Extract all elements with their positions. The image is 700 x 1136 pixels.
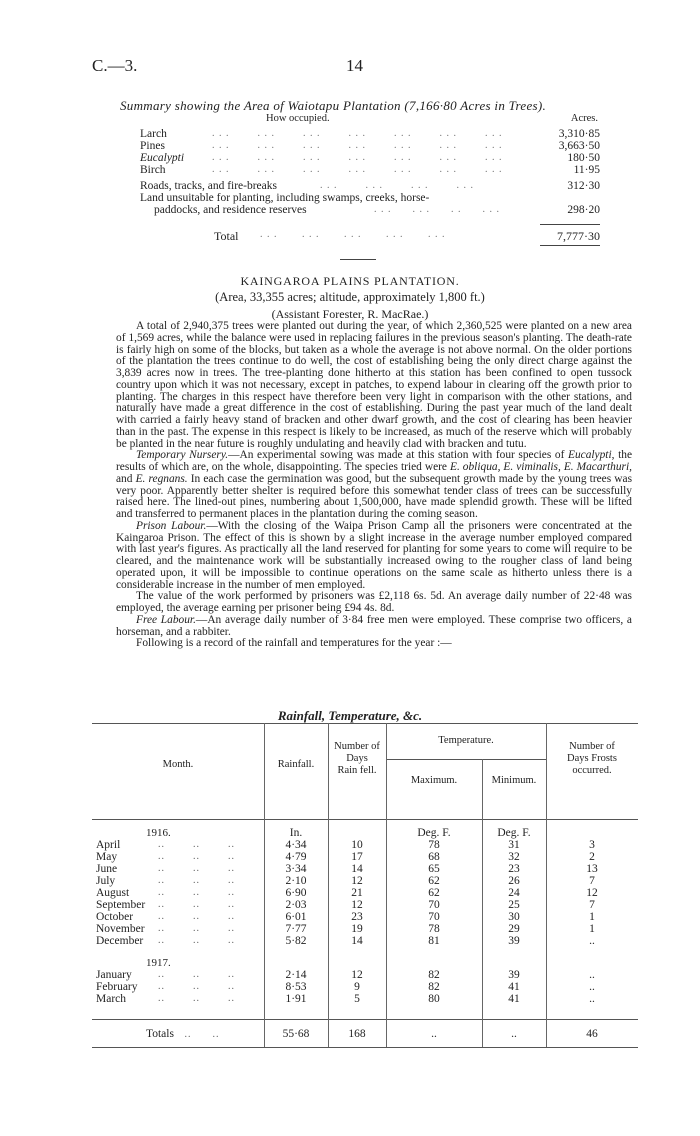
summary-row-value: 3,310·85 <box>558 128 600 140</box>
cell-rainfall: 4·34 <box>285 839 307 851</box>
table-rule-top <box>92 723 638 724</box>
body-text <box>116 321 632 650</box>
year-label-1916: 1916. <box>146 827 171 839</box>
paragraph-prison-value: The value of the work performed by prisoners was £2,118 6s. 5d. An average daily number of 22·48 was employed, the average earning per prisoner being £94 4s. 8d. <box>116 590 632 614</box>
leader-dots: .. .. .. <box>158 887 235 898</box>
summary-row-value: 11·95 <box>573 164 600 176</box>
leader-dots: . . . . . . . . . . . . . . . . . . . . . <box>212 140 503 151</box>
document-reference: C.—3. <box>92 56 138 75</box>
totals-maximum: .. <box>431 1028 437 1040</box>
cell-rainfall: 5·82 <box>285 935 307 947</box>
leader-dots: . . . . . . . . . . . . . . . <box>260 229 446 240</box>
leader-dots: . . . . . . . . . . . . <box>320 180 474 191</box>
cell-frosts: 2 <box>589 851 595 863</box>
month-name: December <box>96 935 144 947</box>
leader-dots: .. .. .. <box>158 911 235 922</box>
summary-column-headers <box>120 113 610 127</box>
cell-maximum: 78 <box>428 839 440 851</box>
leader-dots: .. .. .. <box>158 993 235 1004</box>
summary-row <box>140 140 600 152</box>
header-frost-line1: Number of <box>569 741 615 752</box>
leader-dots: .. .. .. <box>158 839 235 850</box>
summary-row-label: Pines <box>140 140 165 152</box>
cell-days-rain: 17 <box>351 851 363 863</box>
summary-row-value: 3,663·50 <box>558 140 600 152</box>
section-divider <box>340 259 376 260</box>
paragraph-nursery <box>116 450 632 521</box>
rainfall-table <box>92 723 638 1047</box>
page-header <box>92 56 632 78</box>
cell-rainfall: 3·34 <box>285 863 307 875</box>
summary-row-land <box>140 192 600 204</box>
summary-row <box>140 180 600 192</box>
month-name: October <box>96 911 134 923</box>
section-officer: (Assistant Forester, R. MacRae.) <box>271 307 429 321</box>
leader-dots: .. .. .. <box>158 935 235 946</box>
month-name: July <box>96 875 116 887</box>
header-days-line1: Number of <box>334 741 380 752</box>
summary-total-row <box>214 229 600 243</box>
cell-minimum: 39 <box>508 969 520 981</box>
summary-total-rule-bottom <box>540 245 600 246</box>
cell-rainfall: 2·10 <box>285 875 307 887</box>
table-row-month <box>96 993 235 1005</box>
summary-row <box>140 128 600 140</box>
cell-maximum: 68 <box>428 851 440 863</box>
leader-dots: .. .. <box>173 1029 220 1040</box>
cell-rainfall: 7·77 <box>285 923 307 935</box>
summary-row-label: Eucalypti <box>140 152 185 164</box>
leader-dots: .. .. .. <box>158 899 235 910</box>
free-labour-heading: Free Labour. <box>136 613 196 626</box>
cell-days-rain: 10 <box>351 839 363 851</box>
cell-frosts: 1 <box>589 923 595 935</box>
month-name: January <box>96 969 132 981</box>
cell-days-rain: 19 <box>351 923 363 935</box>
cell-frosts: 12 <box>586 887 598 899</box>
cell-rainfall: 4·79 <box>285 851 307 863</box>
month-name: November <box>96 923 145 935</box>
cell-maximum: 82 <box>428 981 440 993</box>
paragraph-prison-labour <box>116 521 632 592</box>
summary-row-label: Larch <box>140 128 167 140</box>
summary-land-line1: Land unsuitable for planting, including swamps, creeks, horse- <box>140 192 430 204</box>
cell-days-rain: 12 <box>351 899 363 911</box>
prison-text: —With the closing of the Waipa Prison Camp all the prisoners were concentrated at the Kaingaroa Prison. The effect of this is shown by a slight increase in the average number employed compared with last year's figures. As practically all the land reserved for planting for some years to come will require to be cleared, and the maintenance work will be substantially increased owing to the rougher class of land being operated upon, it will be impossible to continue operations on the same scale as hitherto unless there is a considerable increase in the number of men employed. <box>116 519 632 591</box>
summary-row-land-2 <box>140 204 600 216</box>
unit-maximum: Deg. F. <box>417 827 451 839</box>
leader-dots: . . . . . . . . . . . . . . . . . . . . . <box>212 152 503 163</box>
cell-days-rain: 12 <box>351 875 363 887</box>
cell-rainfall: 6·90 <box>285 887 307 899</box>
leader-dots: .. .. .. <box>158 863 235 874</box>
leader-dots: .. .. .. <box>158 851 235 862</box>
leader-dots: . . . . . . . . . . . . . . . . . . . . . <box>212 128 503 139</box>
cell-frosts: .. <box>589 993 595 1005</box>
nursery-and: and <box>116 472 136 485</box>
cell-frosts: 1 <box>589 911 595 923</box>
nursery-eucalypti: Eucalypti <box>567 449 612 462</box>
month-name: May <box>96 851 118 863</box>
cell-maximum: 78 <box>428 923 440 935</box>
paragraph-overview: A total of 2,940,375 trees were planted out during the year, of which 2,360,525 were planted on a new area of 1,569 acres, while the balance were used in replacing failures in the previous season's planting. The death-rate is fairly high on some of the blocks, but taken as a whole the average is not above normal. On the older portions of the plantation the trees continue to do well, the cost of establishing being the only direct charge against the 3,839 acres now in trees. The tree-planting done hitherto at this station has been confined to open tussock country upon which it was not necessary, except in patches, to expend labour in clearing off the growth prior to planting. The charges in this respect have therefore been very light in comparison with the other stations, and naturally have made a great difference in the cost of establishing. During the past year much of the land dealt with carried a fairly heavy stand of bracken and other dwarf growth, and the cost of clearing has been heavier than in the past. The expense in this respect is likely to be increased, as much of the reserve which will probably be planted in the near future is roughly undulating and heavily clad with bracken and tutu. <box>116 320 632 450</box>
table-row-month <box>96 899 235 911</box>
section-title: KAINGAROA PLAINS PLANTATION. <box>240 274 460 288</box>
free-labour-text: —An average daily number of 3·84 free men were employed. These comprise two officers, a horseman, and a rabbiter. <box>116 613 632 638</box>
nursery-text-b: , the results of which are, on the whole, disappointing. The species tried were <box>116 449 632 473</box>
nursery-species-2: E. regnans. <box>135 472 188 485</box>
month-name: September <box>96 899 146 911</box>
table-row-month <box>96 839 235 851</box>
cell-minimum: 25 <box>508 899 520 911</box>
table-row-month <box>96 851 235 863</box>
header-month: Month. <box>162 759 194 770</box>
summary-row <box>140 164 600 176</box>
cell-days-rain: 14 <box>351 935 363 947</box>
cell-frosts: 13 <box>586 863 598 875</box>
cell-rainfall: 2·14 <box>285 969 307 981</box>
header-rainfall: Rainfall. <box>277 759 315 770</box>
totals-minimum: .. <box>511 1028 517 1040</box>
summary-row-label: Roads, tracks, and fire-breaks <box>140 180 277 192</box>
paragraph-free-labour <box>116 615 632 639</box>
cell-minimum: 24 <box>508 887 520 899</box>
header-minimum: Minimum. <box>491 775 537 786</box>
summary-col-label: How occupied. <box>266 113 330 124</box>
summary-total-rule-top <box>540 224 600 225</box>
nursery-species-1: E. obliqua, E. viminalis, E. Macarthuri, <box>449 461 632 473</box>
summary-title-main: Summary showing the Area of Waiotapu Plantation <box>120 98 401 113</box>
table-row-month <box>96 875 235 887</box>
cell-maximum: 81 <box>428 935 440 947</box>
summary-land-value: 298·20 <box>567 204 600 216</box>
prison-heading: Prison Labour. <box>136 519 207 532</box>
month-name: April <box>96 839 121 851</box>
cell-minimum: 30 <box>508 911 520 923</box>
month-name: August <box>96 887 130 899</box>
table-row-month <box>96 923 235 935</box>
header-frost-line2: Days Frosts <box>567 753 617 764</box>
cell-days-rain: 9 <box>354 981 360 993</box>
header-frosts <box>546 741 638 777</box>
summary-land-line2: paddocks, and residence reserves <box>154 204 307 216</box>
cell-minimum: 23 <box>508 863 520 875</box>
header-days-line2: Days <box>346 753 368 764</box>
leader-dots: . . . . . . . . . . . . . . . . . . . . . <box>212 164 503 175</box>
leader-dots: . . . . . . . . . . . <box>374 204 500 215</box>
cell-frosts: .. <box>589 935 595 947</box>
month-name: February <box>96 981 138 993</box>
cell-maximum: 62 <box>428 875 440 887</box>
cell-maximum: 62 <box>428 887 440 899</box>
cell-frosts: 7 <box>589 875 595 887</box>
cell-frosts: .. <box>589 969 595 981</box>
leader-dots: .. .. .. <box>158 875 235 886</box>
header-days-line3: Rain fell. <box>337 765 377 776</box>
header-temperature: Temperature. <box>438 735 494 746</box>
table-rule-temperature <box>386 759 546 760</box>
totals-label <box>146 1028 219 1040</box>
paragraph-table-intro: Following is a record of the rainfall and temperatures for the year :— <box>136 637 452 650</box>
cell-rainfall: 8·53 <box>285 981 307 993</box>
unit-rainfall: In. <box>289 827 303 839</box>
cell-frosts: .. <box>589 981 595 993</box>
table-rule-totals <box>92 1019 638 1020</box>
cell-days-rain: 21 <box>351 887 363 899</box>
cell-frosts: 3 <box>589 839 595 851</box>
cell-maximum: 70 <box>428 911 440 923</box>
table-row-month <box>96 887 235 899</box>
page-number: 14 <box>346 56 363 75</box>
cell-minimum: 26 <box>508 875 520 887</box>
summary-total-value: 7,777·30 <box>557 229 600 243</box>
header-days-rain <box>328 741 386 777</box>
summary-row-value: 312·30 <box>567 180 600 192</box>
cell-rainfall: 2·03 <box>285 899 307 911</box>
cell-maximum: 80 <box>428 993 440 1005</box>
cell-rainfall: 6·01 <box>285 911 307 923</box>
cell-days-rain: 5 <box>354 993 360 1005</box>
nursery-text-c: In each case the germination was good, but the subsequent growth made by the young trees was very poor. Apparently better shelter is required before this somewhat tender class of trees can be successfully raised here. The lined-out pines, numbering about 1,500,000, have made splendid growth. These will be lifted and transferred to permanent places in the plantation during the coming season. <box>116 472 633 520</box>
cell-days-rain: 14 <box>351 863 363 875</box>
table-row-month <box>96 969 235 981</box>
table-row-month <box>96 935 235 947</box>
summary-title-acres: (7,166·80 Acres in Trees). <box>404 98 547 113</box>
cell-minimum: 41 <box>508 993 520 1005</box>
totals-days: 168 <box>348 1028 366 1040</box>
cell-maximum: 70 <box>428 899 440 911</box>
table-row-month <box>96 911 235 923</box>
year-label-1917: 1917. <box>146 957 171 969</box>
table-title: Rainfall, Temperature, &c. <box>277 708 423 723</box>
nursery-heading: Temporary Nursery. <box>136 449 229 462</box>
header-maximum: Maximum. <box>410 775 458 786</box>
summary-row <box>140 152 600 164</box>
cell-minimum: 41 <box>508 981 520 993</box>
cell-rainfall: 1·91 <box>285 993 307 1005</box>
header-frost-line3: occurred. <box>572 765 612 776</box>
leader-dots: .. .. .. <box>158 923 235 934</box>
summary-col-units: Acres. <box>570 113 598 124</box>
table-row-month <box>96 863 235 875</box>
month-name: June <box>96 863 118 875</box>
summary-total-label: Total <box>214 229 239 243</box>
cell-minimum: 39 <box>508 935 520 947</box>
totals-frosts: 46 <box>586 1028 598 1040</box>
summary-row-value: 180·50 <box>567 152 600 164</box>
table-rule-bottom <box>92 1047 638 1048</box>
leader-dots: .. .. .. <box>158 969 235 980</box>
summary-title <box>120 98 610 114</box>
table-row-month <box>96 981 235 993</box>
cell-minimum: 32 <box>508 851 520 863</box>
cell-minimum: 29 <box>508 923 520 935</box>
cell-minimum: 31 <box>508 839 520 851</box>
cell-maximum: 82 <box>428 969 440 981</box>
summary-row-label: Birch <box>140 164 166 176</box>
table-rule-header <box>92 819 638 820</box>
cell-days-rain: 23 <box>351 911 363 923</box>
cell-maximum: 65 <box>428 863 440 875</box>
leader-dots: .. .. .. <box>158 981 235 992</box>
month-name: March <box>96 993 127 1005</box>
section-subtitle: (Area, 33,355 acres; altitude, approximately 1,800 ft.) <box>215 290 485 304</box>
unit-minimum: Deg. F. <box>497 827 531 839</box>
totals-rainfall: 55·68 <box>282 1028 310 1040</box>
nursery-text-a: —An experimental sowing was made at this station with four species of <box>228 449 568 462</box>
cell-frosts: 7 <box>589 899 595 911</box>
totals-label-text: Totals <box>146 1028 174 1040</box>
cell-days-rain: 12 <box>351 969 363 981</box>
